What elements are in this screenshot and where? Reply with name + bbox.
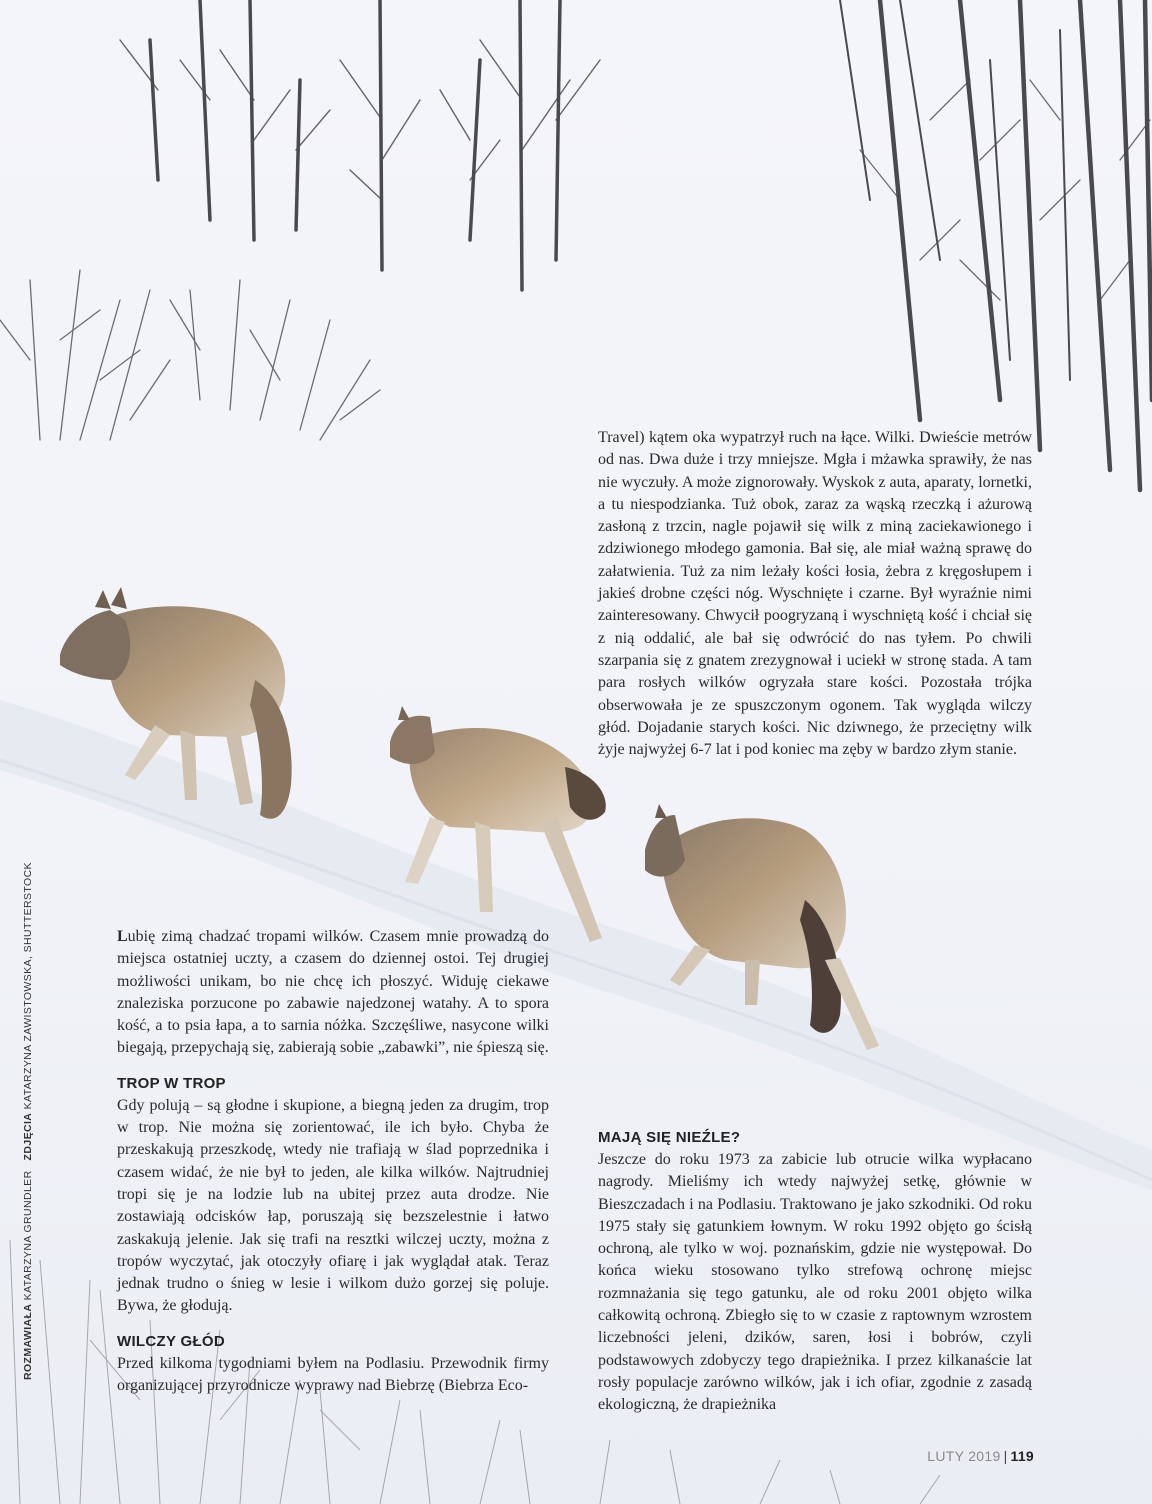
credit-photos-label: ZDJĘCIA [22, 1112, 34, 1161]
subheading-wilczy-glod: WILCZY GŁÓD [117, 1332, 226, 1350]
page-number: 119 [1010, 1448, 1034, 1464]
article-column-left [117, 926, 549, 1397]
intro-paragraph [117, 926, 549, 1060]
photo-credit [22, 862, 34, 1380]
drop-cap: L [117, 928, 128, 945]
subheading-maja-sie-niezle: MAJĄ SIĘ NIEŹLE? [598, 1129, 741, 1146]
page-footer [927, 1448, 1034, 1464]
credit-author: KATARZYNA GRUNDLER [22, 1170, 34, 1301]
credit-section-label: ROZMAWIAŁA [22, 1303, 34, 1380]
credit-photos-value: KATARZYNA ZAWISTOWSKA, SHUTTERSTOCK [22, 862, 34, 1110]
body-paragraph: Travel) kątem oka wypatrzył ruch na łące. Wilki. Dwieście metrów od nas. Dwa duże i trzy mniejsze. Mgła i mżawka sprawiły, że nas nie wyczuły. A może zignorowały. Wyskok z auta, aparaty, lornetki, a tu niespodzianka. Tuż obok, zaraz za wąską rzeczką i ażurową zasłoną z trzcin, nagle pojawił się wilk z miną zaciekawionego i zdziwionego młodego gamonia. Bał się, ale miał ważną sprawę do załatwienia. Tuż za nim leżały kości łosia, żebra z kręgosłupem i jakieś drobne części nóg. Wyschnięte i czarne. Był wyraźnie nimi zainteresowany. Chwycił poogryzaną i wyschniętą kość i chciał się z nią oddalić, ale bał się odwrócić do nas tyłem. Po chwili szarpania się z gnatem zrezygnował i uciekł w stronę stada. A tam para rosłych wilków ogryzała stare kości. Pozostała trójka obserwowała je ze spuszczonym ogonem. Tak wygląda wilczy głód. Dojadanie starych kości. Nic dziwnego, że przeciętny wilk żyje najwyżej 6-7 lat i pod koniec ma zęby w bardzo złym stanie. [598, 429, 1032, 759]
article-column-right-bottom [598, 1127, 1032, 1417]
body-paragraph: Przed kilkoma tygodniami byłem na Podlasiu. Przewodnik firmy organizującej przyrodnicze wyprawy nad Biebrzę (Biebrza Eco- [117, 1354, 549, 1395]
intro-text: ubię zimą chadzać tropami wilków. Czasem mnie prowadzą do miejsca ostatniej uczty, a czasem do dziennej ostoi. Tej drugiej możliwości unikam, bo nie chcę ich płoszyć. Widuję ciekawe znaleziska porzucone po zabawie najedzonej watahy. A to spora kość, a to psia łapa, a to sarnia nóżka. Szczęśliwe, nasycone wilki biegają, przepychają się, zabierają sobie „zabawki”, nie śpieszą się. [117, 928, 549, 1057]
issue-date: LUTY 2019 [927, 1448, 1001, 1464]
subheading-trop-w-trop: TROP W TROP [117, 1074, 226, 1092]
body-paragraph: Jeszcze do roku 1973 za zabicie lub otrucie wilka wypłacano nagrody. Mieliśmy ich wtedy najwyżej setkę, głównie w Bieszczadach i na Podlasiu. Traktowano je jako szkodniki. Od roku 1975 stały się gatunkiem łownym. W roku 1992 objęto go ścisłą ochroną, ale tylko w woj. poznańskim, gdzie nie występował. Do końca wieku stosowano tylko strefową ochronę miejsc rozmnażania się tego gatunku, ale od roku 2001 objęto wilka całkowitą ochroną. Zbiegło się to w czasie z raptownym wzrostem liczebności jeleni, dzików, saren, łosi i bobrów, czyli podstawowych zdobyczy tego drapieżnika. I przez kilkanaście lat rosły populacje zarówno wilków, jak i ich ofiar, zgodnie z zasadą ekologiczną, że drapieżnika [598, 1151, 1032, 1414]
body-paragraph: Gdy polują – są głodne i skupione, a biegną jeden za drugim, trop w trop. Nie można się zorientować, ile ich było. Chyba że przeskakują przeszkodę, wtedy nie trafiają w ślad poprzednika i czasem widać, że nie był to jeden, ale kilka wilków. Najtrudniej tropi się je na lodzie lub na ubitej przez auta drodze. Nie zostawiają odcisków łap, poruszają się bezszelestnie i łatwo zaskakują jelenie. Jak się trafi na resztki wilczej uczty, można z tropów wyczytać, jak otoczyły ofiarę i jak wyglądał atak. Teraz jednak trudno o śnieg w lesie i wilkom dużo gorzej się poluje. Bywa, że głodują. [117, 1096, 549, 1315]
folio-divider: | [1003, 1448, 1008, 1464]
article-column-right-top [598, 427, 1032, 761]
